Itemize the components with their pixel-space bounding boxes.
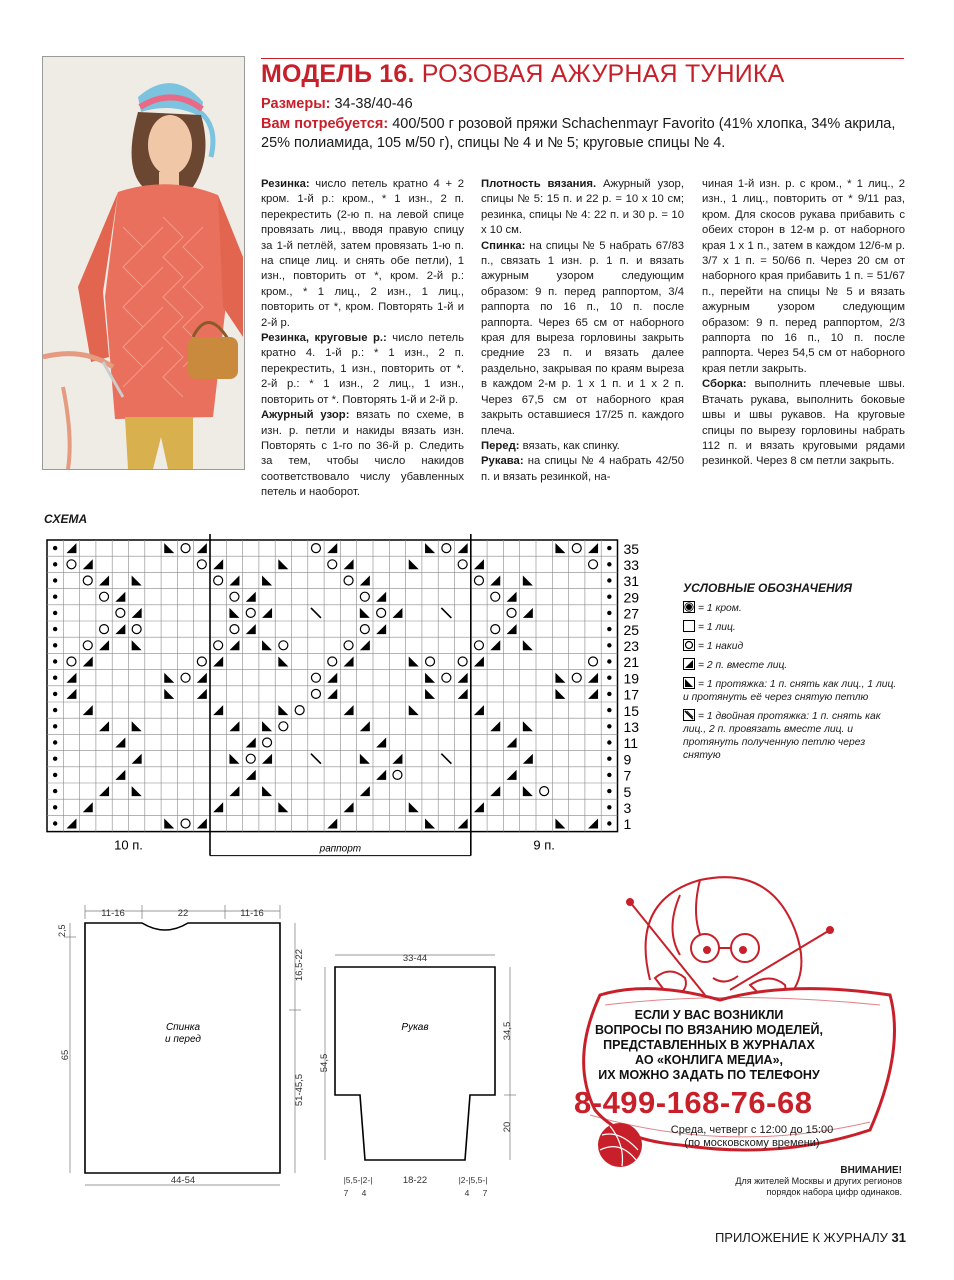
- row-number: 5: [623, 783, 632, 800]
- materials-line: [261, 115, 911, 153]
- lace-text: вязать по схеме, в изн. р. петли и накиды вязать изн. Повторять с 1-го по 36-й р. Следить за тем, чтобы число накидов соответствовало числу убавленных петель и наоборот.: [261, 409, 464, 499]
- chart-label-repeat: раппорт: [319, 843, 362, 855]
- rib-label: Резинка:: [261, 178, 310, 190]
- row-number: 27: [623, 605, 640, 622]
- edge-stitch-icon: [683, 601, 695, 613]
- skp-icon: [683, 677, 695, 689]
- row-number: 21: [623, 654, 640, 671]
- paragraph-front: [481, 439, 684, 454]
- row-number: 19: [623, 670, 640, 687]
- paragraph-back: [481, 239, 684, 439]
- legend-skp-text: = 1 протяжка: 1 п. снять как лиц., 1 лиц. и протянуть её через снятую петлю: [683, 679, 897, 703]
- yarn-over-icon: [683, 639, 695, 651]
- body-bottom: 44-54: [170, 1175, 196, 1186]
- instructions-col-1: [261, 177, 464, 501]
- back-text: на спицы № 5 набрать 67/83 п., связать 1 изн. р. 1 п. и вязать ажурным узором следующим образом: 9 п. перед раппортом, 3/4 раппорта по 16 п., 10 п. после раппорта. Через 65 см от наборного края для выреза горловины закрыть средние 23 п. и вязать далее раздельно, закрывая по краям выреза в каждом 2-м р. 1 х 1 п. и 1 х 2 п. Через 67,5 см от наборного края закрыть оставшиеся 17/25 п. каждого плеча.: [481, 239, 685, 437]
- gauge-label: Плотность вязания.: [481, 178, 597, 190]
- attention-title: ВНИМАНИЕ!: [840, 1165, 902, 1176]
- sleeve-left: 54,5: [319, 1053, 330, 1073]
- body-left: 65: [60, 1049, 71, 1061]
- page-number: 31: [891, 1230, 906, 1245]
- garment-schematics: [40, 895, 540, 1200]
- paragraph-lace: [261, 408, 464, 500]
- attention-text-2: порядок набора цифр одинаков.: [766, 1187, 902, 1197]
- materials-label: Вам потребуется:: [261, 116, 389, 132]
- back-label: Спинка:: [481, 239, 526, 252]
- row-number: 1: [623, 816, 632, 833]
- legend-yarnover-text: = 1 накид: [698, 641, 744, 652]
- assembly-label: Сборка:: [702, 378, 747, 391]
- k2tog-icon: [683, 658, 695, 670]
- legend-knit: [683, 620, 903, 634]
- rib-round-text: число петель кратно 4. 1-й р.: * 1 изн., 2 п. перекрестить, 1 изн., повторить от *. 2-й р.: * 1 изн., 2 лиц., 1 изн., повторить от *. Повторять 1-й и 2-й р.: [261, 332, 464, 406]
- assembly-text: выполнить плечевые швы. Втачать рукава, выполнить боковые швы и швы рукавов. На круговые спицы по вырезу горловины набрать 112 п. и вязать круговыми рядами резинкой. Через 8 см петли закрыть.: [702, 378, 905, 468]
- paragraph-sleeves: [481, 454, 684, 485]
- rib-round-label: Резинка, круговые р.:: [261, 332, 387, 345]
- legend-sk2p: [683, 709, 903, 762]
- sizes-value: 34-38/40-46: [334, 96, 413, 112]
- legend-k2tog-text: = 2 п. вместе лиц.: [698, 660, 788, 671]
- row-number: 7: [623, 767, 632, 784]
- row-number: 23: [623, 637, 640, 654]
- attention-note: [640, 1165, 902, 1198]
- sleeve-label: Рукав: [401, 1022, 429, 1033]
- body-label-2: и перед: [165, 1034, 201, 1045]
- row-number: 17: [623, 686, 640, 703]
- sleeve-bottom2-1: 7: [343, 1188, 349, 1198]
- chart-label-left: 10 п.: [114, 837, 143, 853]
- sleeve-bottom-right: |2-|5,5-|: [458, 1175, 488, 1185]
- sleeve-top: 33-44: [402, 953, 428, 964]
- sleeve-outline: [335, 967, 495, 1160]
- promo-line-5: ИХ МОЖНО ЗАДАТЬ ПО ТЕЛЕФОНУ: [598, 1068, 820, 1082]
- row-number: 13: [623, 718, 640, 735]
- phone-number[interactable]: 8-499-168-76-68: [574, 1085, 813, 1120]
- legend-edge-text: = 1 кром.: [698, 603, 742, 614]
- body-left-top: 2,5: [57, 924, 67, 937]
- row-number: 29: [623, 589, 640, 606]
- knit-stitch-icon: [683, 620, 695, 632]
- sleeve-bottom-left: |5,5-|2-|: [343, 1175, 373, 1185]
- body-label-1: Спинка: [165, 1022, 201, 1033]
- footer-text: ПРИЛОЖЕНИЕ К ЖУРНАЛУ: [714, 1230, 888, 1245]
- promo-line-4: АО «КОНЛИГА МЕДИА»,: [634, 1053, 784, 1067]
- legend: [683, 582, 903, 767]
- paragraph-sleeves-cont: чиная 1-й изн. р. с кром., * 1 лиц., 2 изн., 1 лиц., повторить от * 9/11 раз, кром. Для скосов рукава прибавить с обеих сторон в 12-м р. от наборного края 1 х 1 п., затем в каждом 12/6-м р. 3/7 х 1 п. = 50/66 п. Через 20 см от наборного края прибавить 1 п. = 51/67 п., перейти на спицы № 5 и вязать ажурным узором следующим образом: 9 п. перед раппортом, 2/3 раппорта по 16 п., 10 п. после раппорта. Через 54,5 см от наборного края петли закрыть.: [702, 178, 905, 375]
- sleeve-bottom2-3: 4: [464, 1188, 470, 1198]
- body-top-left: 11-16: [101, 908, 125, 919]
- promo-text: [578, 1008, 840, 1083]
- hours-line-1: Среда, четверг с 12:00 до 15:00: [670, 1124, 834, 1136]
- row-number: 15: [623, 702, 640, 719]
- instructions-col-2: [481, 177, 684, 485]
- front-text: вязать, как спинку.: [522, 439, 620, 452]
- rib-text: число петель кратно 4 + 2 кром. 1-й р.: кром., * 1 изн., 2 п. перекрестить (2-ю п. на левой спице провязать лиц., вводя правую спицу за 1-й петлёй, затем провязать 1-ю п. на спице лиц. и снять обе петли), 1 изн., повторить от *, кром. 2-й р.: кром., * 1 лиц., 2 изн., 1 лиц., повторить от *, кром. Повторять 1-й и 2-й р.: [261, 178, 465, 329]
- promo-line-3: ПРЕДСТАВЛЕННЫХ В ЖУРНАЛАХ: [603, 1038, 815, 1052]
- promo-line-2: ВОПРОСЫ ПО ВЯЗАНИЮ МОДЕЛЕЙ,: [595, 1023, 823, 1037]
- sleeve-bottom-center: 18-22: [402, 1175, 428, 1186]
- hours-line-2: (по московскому времени): [684, 1137, 820, 1149]
- sleeve-bottom2-4: 7: [482, 1188, 488, 1198]
- body-right-bottom: 51-45,5: [294, 1073, 305, 1107]
- row-number: 33: [623, 556, 640, 573]
- model-photo: [42, 56, 245, 470]
- legend-skp: [683, 677, 903, 704]
- paragraph-gauge: [481, 177, 684, 239]
- sleeves-text: на спицы № 4 набрать 42/50 п. и вязать резинкой, на-: [481, 455, 684, 483]
- row-number: 11: [623, 735, 639, 752]
- chart-label-right: 9 п.: [533, 837, 555, 853]
- sleeve-right-top: 34,5: [502, 1021, 513, 1041]
- model-number: МОДЕЛЬ 16.: [261, 60, 415, 88]
- legend-title: УСЛОВНЫЕ ОБОЗНАЧЕНИЯ: [683, 581, 853, 595]
- legend-k2tog: [683, 658, 903, 672]
- paragraph-rib: [261, 177, 464, 331]
- chart-title: СХЕМА: [44, 512, 88, 526]
- sk2p-icon: [683, 709, 695, 721]
- knitting-chart: [40, 532, 680, 862]
- legend-edge: [683, 601, 903, 615]
- sizes-label: Размеры:: [261, 96, 331, 112]
- instructions-col-3: [702, 177, 905, 470]
- model-name: РОЗОВАЯ АЖУРНАЯ ТУНИКА: [421, 60, 785, 88]
- sizes-line: [261, 96, 413, 112]
- row-number: 3: [623, 799, 632, 816]
- page-title: [261, 60, 785, 89]
- paragraph-rib-round: [261, 331, 464, 408]
- promo-line-1: ЕСЛИ У ВАС ВОЗНИКЛИ: [634, 1008, 784, 1022]
- row-number: 9: [623, 751, 632, 768]
- title-rule: [261, 58, 904, 59]
- paragraph-assembly: [702, 377, 905, 469]
- legend-yarnover: [683, 639, 903, 653]
- body-top-right: 11-16: [240, 908, 264, 919]
- row-number: 25: [623, 621, 640, 638]
- lace-label: Ажурный узор:: [261, 409, 350, 422]
- body-outline: [85, 923, 280, 1173]
- body-top-center: 22: [177, 908, 189, 919]
- front-label: Перед:: [481, 439, 520, 452]
- page-footer: [700, 1230, 906, 1245]
- gauge-text: Ажурный узор, спицы № 5: 15 п. и 22 р. = 10 х 10 см; резинка, спицы № 4: 22 п. и 30 р. = 10 х 10 см.: [481, 178, 684, 237]
- phone-hours: [652, 1124, 852, 1150]
- legend-knit-text: = 1 лиц.: [698, 622, 736, 633]
- body-right-top: 16,5-22: [294, 948, 305, 982]
- sleeve-bottom2-2: 4: [361, 1188, 367, 1198]
- legend-sk2p-text: = 1 двойная протяжка: 1 п. снять как лиц., 2 п. провязать вместе лиц. и протянуть полученную петлю через снятую: [683, 711, 881, 761]
- attention-text-1: Для жителей Москвы и других регионов: [735, 1176, 902, 1186]
- row-number: 31: [623, 573, 640, 590]
- sleeve-right-bottom: 20: [502, 1121, 513, 1133]
- row-number: 35: [623, 540, 640, 557]
- materials-value: 400/500 г розовой пряжи Schachenmayr Favorito (41% хлопка, 34% акрила, 25% полиамида, 105 м/50 г), спицы № 4 и № 5; круговые спицы № 4.: [261, 116, 896, 151]
- sleeves-label: Рукава:: [481, 455, 524, 468]
